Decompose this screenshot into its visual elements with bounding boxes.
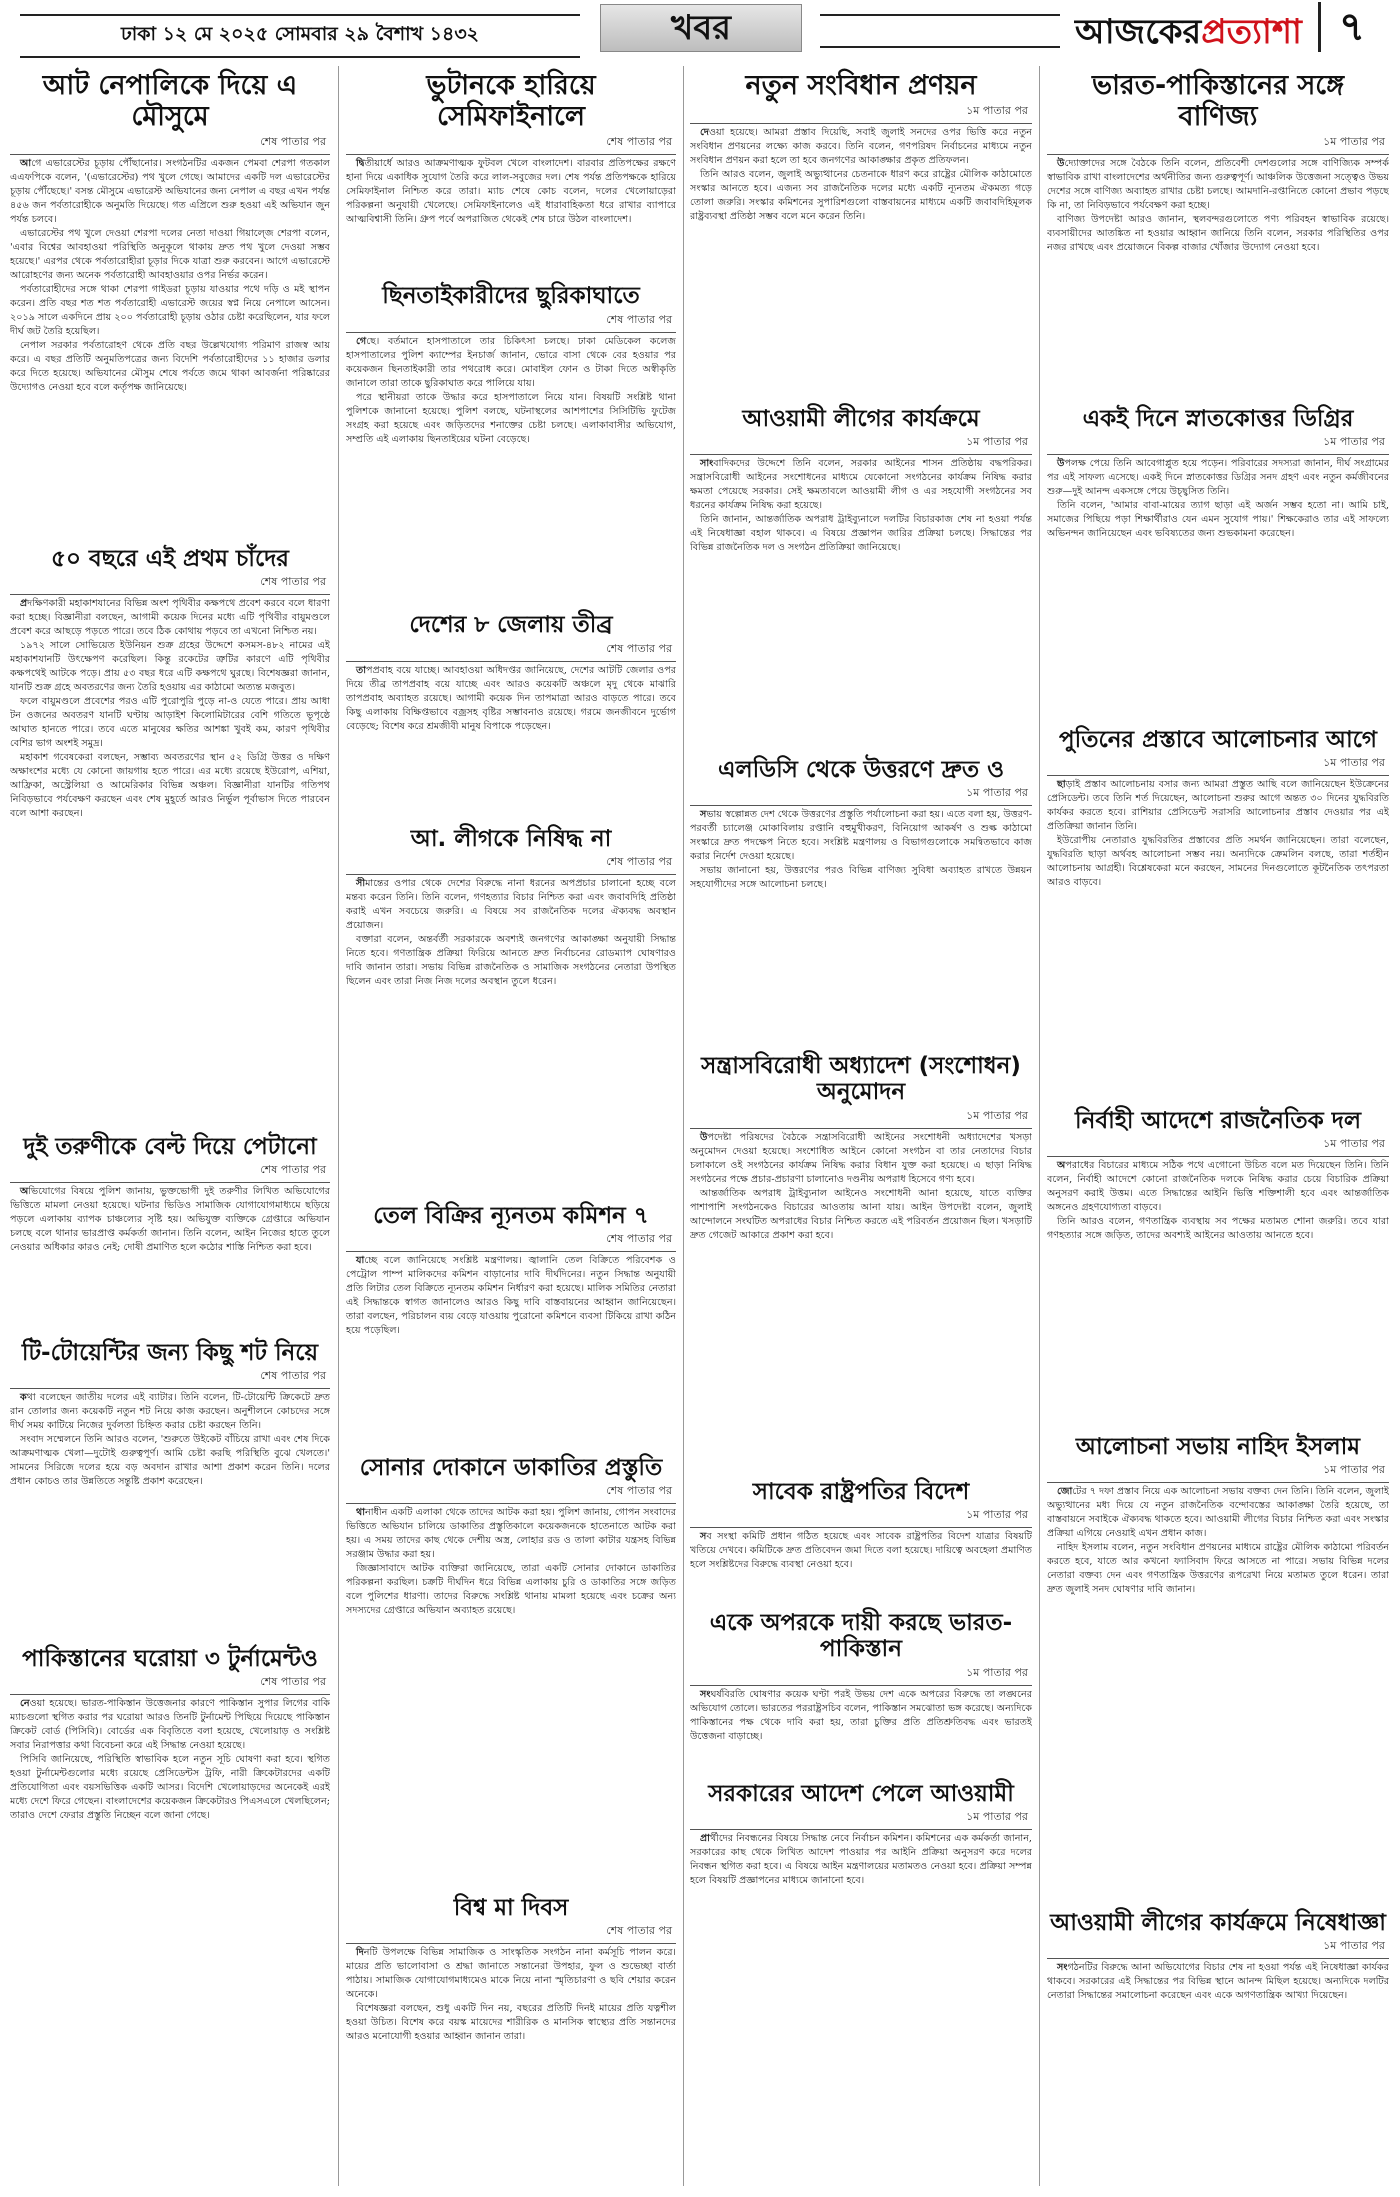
newspaper-logo bbox=[1075, 6, 1302, 63]
news-story bbox=[1047, 66, 1389, 396]
story-headline: ভুটানকে হারিয়ে সেমিফাইনালে bbox=[426, 70, 596, 133]
story-body bbox=[10, 1185, 330, 1330]
continuation-reference: শেষ পাতার পর bbox=[10, 132, 330, 155]
story-body bbox=[1047, 157, 1389, 396]
news-story bbox=[690, 1606, 1032, 1771]
story-paragraph: অপরাধের বিচারের মাধ্যমে সঠিক পথে এগোনো উচিত বলে মত দিয়েছেন তিনি। তিনি বলেন, নির্বাহী আদেশে কোনো রাজনৈতিক দলকে নিষিদ্ধ করার চেয়ে বিচারিক প্রক্রিয়া অনুসরণ করাই উত্তম। এতে সিদ্ধান্তের আইনি ভিত্তি শক্তিশালী হবে এবং আন্তর্জাতিক অঙ্গনেও গ্রহণযোগ্যতা বাড়বে। bbox=[1047, 1160, 1389, 1214]
story-paragraph: দিনটি উপলক্ষে বিভিন্ন সামাজিক ও সাংস্কৃতিক সংগঠন নানা কর্মসূচি পালন করে। মায়ের প্রতি ভালোবাসা ও শ্রদ্ধা জানাতে সন্তানেরা উপহার, ফুল ও শুভেচ্ছা বার্তা পাঠায়। সামাজিক যোগাযোগমাধ্যমেও মাকে নিয়ে নানা স্মৃতিচারণা ও ছবি শেয়ার করেন অনেকে। bbox=[346, 1947, 676, 2001]
story-paragraph: অভিযোগের বিষয়ে পুলিশ জানায়, ভুক্তভোগী দুই তরুণীর লিখিত অভিযোগের ভিত্তিতে মামলা নেওয়া হয়েছে। ঘটনার ভিডিও সামাজিক যোগাযোগমাধ্যমে ছড়িয়ে পড়লে এলাকায় ব্যাপক চাঞ্চল্যের সৃষ্টি হয়। অভিযুক্ত ব্যক্তিকে গ্রেপ্তারে অভিযান চলছে বলে থানার ভারপ্রাপ্ত কর্মকর্তা জানান। তিনি বলেন, আইন নিজের হাতে তুলে নেওয়ার অধিকার কারও নেই; দোষী প্রমাণিত হলে কঠোর শাস্তি নিশ্চিত করা হবে। bbox=[10, 1186, 330, 1254]
story-body bbox=[346, 1506, 676, 1884]
story-paragraph: যাচ্ছে বলে জানিয়েছে সংশ্লিষ্ট মন্ত্রণালয়। জ্বালানি তেল বিক্রিতে পরিবেশক ও পেট্রোল পাম্প মালিকদের কমিশন বাড়ানোর দাবি দীর্ঘদিনের। নতুন সিদ্ধান্ত অনুযায়ী প্রতি লিটার তেল বিক্রিতে ন্যূনতম কমিশন নির্ধারণ করা হয়েছে। মালিক সমিতির নেতারা এই সিদ্ধান্তকে স্বাগত জানালেও আরও কিছু দাবি বাস্তবায়নের আহ্বান জানিয়েছেন। তারা বলছেন, পরিচালন ব্যয় বেড়ে যাওয়ায় পুরোনো কমিশনে ব্যবসা টিকিয়ে রাখা কঠিন হয়ে পড়েছিল। bbox=[346, 1255, 676, 1337]
news-story bbox=[1047, 1906, 1389, 2086]
continuation-reference: ১ম পাতার পর bbox=[690, 783, 1032, 806]
story-paragraph: পরে স্থানীয়রা তাকে উদ্ধার করে হাসপাতালে নিয়ে যান। বিষয়টি সংশ্লিষ্ট থানা পুলিশকে জানানো হয়েছে। পুলিশ বলছে, ঘটনাস্থলের আশপাশের সিসিটিভি ফুটেজ সংগ্রহ করা হয়েছে এবং জড়িতদের শনাক্তের চেষ্টা চলছে। এলাকাবাসীর অভিযোগ, সম্প্রতি এই এলাকায় ছিনতাইয়ের ঘটনা বেড়েছে। bbox=[346, 391, 676, 445]
continuation-reference: ১ম পাতার পর bbox=[690, 1663, 1032, 1686]
story-paragraph: কথা বলেছেন জাতীয় দলের এই ব্যাটার। তিনি বলেন, টি-টোয়েন্টি ক্রিকেটে দ্রুত রান তোলার জন্য কয়েকটি নতুন শট নিয়ে কাজ করছেন। অনুশীলনে কোচদের সঙ্গে দীর্ঘ সময় কাটিয়ে নিজের দুর্বলতা চিহ্নিত করার চেষ্টা করছেন তিনি। bbox=[10, 1392, 330, 1432]
story-headline: আওয়ামী লীগের কার্যক্রমে নিষেধাজ্ঞা bbox=[1050, 1910, 1386, 1936]
story-paragraph: গেছে। বর্তমানে হাসপাতালে তার চিকিৎসা চলছে। ঢাকা মেডিকেল কলেজ হাসপাতালের পুলিশ ক্যাম্পের ইনচার্জ জানান, ভোরে বাসা থেকে বের হওয়ার পর কয়েকজন ছিনতাইকারী তার পথরোধ করে। মোবাইল ফোন ও টাকা দিতে অস্বীকৃতি জানালে তারা তাকে ছুরিকাঘাত করে পালিয়ে যায়। bbox=[346, 335, 676, 389]
story-paragraph: ১৯৭২ সালে সোভিয়েত ইউনিয়ন শুক্র গ্রহের উদ্দেশে কসমস-৪৮২ নামের এই মহাকাশযানটি উৎক্ষেপণ করেছিল। কিন্তু রকেটের ত্রুটির কারণে এটি পৃথিবীর কক্ষপথেই আটকে পড়ে। প্রায় ৫৩ বছর ধরে এটি কক্ষপথে ঘুরছে। বিশেষজ্ঞরা জানান, যানটি শুক্র গ্রহে অবতরণের জন্য তৈরি হওয়ায় এর কাঠামো অত্যন্ত মজবুত। bbox=[10, 640, 330, 694]
story-body bbox=[1047, 778, 1389, 1098]
story-paragraph: প্রার্থীদের নিবন্ধনের বিষয়ে সিদ্ধান্ত নেবে নির্বাচন কমিশন। কমিশনের এক কর্মকর্তা জানান, সরকারের কাছ থেকে লিখিত আদেশ পাওয়ার পর আইনি প্রক্রিয়া অনুসরণ করে দলের নিবন্ধন স্থগিত করা হবে। এ বিষয়ে আইন মন্ত্রণালয়ের মতামতও নেওয়া হবে। প্রক্রিয়া সম্পন্ন হলে বিষয়টি প্রজ্ঞাপনের মাধ্যমে জানানো হবে। bbox=[690, 1833, 1032, 1887]
story-body bbox=[10, 597, 330, 1124]
story-body bbox=[1047, 1159, 1389, 1424]
story-paragraph: উপদেষ্টা পরিষদের বৈঠকে সন্ত্রাসবিরোধী আইনের সংশোধনী অধ্যাদেশের খসড়া অনুমোদন দেওয়া হয়েছে। সংশোধিত আইনে কোনো সংগঠন বা তার নেতাদের বিচার চলাকালে ওই সংগঠনের কার্যক্রম নিষিদ্ধ করার বিধান যুক্ত করা হয়েছে। এ ছাড়া নিষিদ্ধ সংগঠনের পক্ষে প্রচার-প্রচারণা চালানোও দণ্ডনীয় অপরাধ হিসেবে গণ্য হবে। bbox=[690, 1131, 1032, 1185]
story-body bbox=[690, 1530, 1032, 1600]
story-body bbox=[10, 157, 330, 536]
continuation-reference: ১ম পাতার পর bbox=[690, 432, 1032, 455]
story-headline: ছিনতাইকারীদের ছুরিকাঘাতে bbox=[382, 283, 640, 310]
news-story bbox=[10, 1130, 330, 1330]
story-body bbox=[1047, 1961, 1389, 2086]
story-headline: আট নেপালিকে দিয়ে এ মৌসুমে bbox=[42, 70, 298, 133]
continuation-reference: শেষ পাতার পর bbox=[346, 132, 676, 155]
continuation-reference: শেষ পাতার পর bbox=[346, 639, 676, 662]
continuation-reference: শেষ পাতার পর bbox=[10, 1366, 330, 1389]
story-paragraph: বিশেষজ্ঞরা বলছেন, শুধু একটি দিন নয়, বছরের প্রতিটি দিনই মায়ের প্রতি যত্নশীল হওয়া উচিত। বিশেষ করে বয়স্ক মায়েদের শারীরিক ও মানসিক স্বাস্থ্যের প্রতি সন্তানদের আরও মনোযোগী হওয়ার আহ্বান জানান তারা। bbox=[346, 2003, 676, 2043]
story-headline: সন্ত্রাসবিরোধী অধ্যাদেশ (সংশোধন) অনুমোদন bbox=[701, 1053, 1021, 1106]
story-headline: একই দিনে স্নাতকোত্তর ডিগ্রির bbox=[1082, 406, 1354, 432]
story-paragraph: জিজ্ঞাসাবাদে আটক ব্যক্তিরা জানিয়েছে, তারা একটি সোনার দোকানে ডাকাতির পরিকল্পনা করছিল। চক্রটি দীর্ঘদিন ধরে বিভিন্ন এলাকায় চুরি ও ডাকাতির সঙ্গে জড়িত বলে পুলিশের ধারণা। তাদের বিরুদ্ধে সংশ্লিষ্ট থানায় মামলা হয়েছে এবং চক্রের অন্য সদস্যদের গ্রেপ্তারে অভিযান অব্যাহত রয়েছে। bbox=[346, 1563, 676, 1617]
news-story bbox=[1047, 402, 1389, 717]
story-body bbox=[690, 1832, 1032, 1972]
page-number: ৭ bbox=[1318, 2, 1383, 52]
story-paragraph: তিনি বলেন, 'আমার বাবা-মায়ের ত্যাগ ছাড়া এই অর্জন সম্ভব হতো না। আমি চাই, সমাজের পিছিয়ে পড়া শিক্ষার্থীরাও যেন এমন সুযোগ পায়।' শিক্ষকেরাও তার এই সাফল্যে অভিনন্দন জানিয়েছেন এবং ভবিষ্যতের জন্য শুভকামনা করেছেন। bbox=[1047, 500, 1389, 540]
news-story bbox=[1047, 1104, 1389, 1424]
news-story bbox=[690, 66, 1032, 396]
news-story bbox=[346, 279, 676, 602]
story-body bbox=[690, 808, 1032, 1043]
column-2 bbox=[346, 66, 676, 2186]
story-body bbox=[346, 157, 676, 273]
story-paragraph: তিনি আরও বলেন, জুলাই অভ্যুত্থানের চেতনাকে ধারণ করে রাষ্ট্রের মৌলিক কাঠামোতে সংস্কার আনতে হবে। এজন্য সব রাজনৈতিক দলের মধ্যে একটি ন্যূনতম ঐকমত্য গড়ে তোলা জরুরি। সংস্কার কমিশনের সুপারিশগুলো বাস্তবায়নের মাধ্যমে একটি জবাবদিহিমূলক রাষ্ট্রব্যবস্থা প্রতিষ্ঠা সম্ভব বলে মনে করেন তিনি। bbox=[690, 169, 1032, 223]
story-paragraph: ইউরোপীয় নেতারাও যুদ্ধবিরতির প্রস্তাবের প্রতি সমর্থন জানিয়েছেন। তারা বলেছেন, যুদ্ধবিরতি ছাড়া অর্থবহ আলোচনা সম্ভব নয়। অন্যদিকে ক্রেমলিন বলছে, তারা শর্তহীন আলোচনায় আগ্রহী। বিশ্লেষকেরা মনে করছেন, সামনের দিনগুলোতে কূটনৈতিক তৎপরতা আরও বাড়বে। bbox=[1047, 835, 1389, 889]
story-body bbox=[346, 664, 676, 816]
story-paragraph: সীমান্তের ওপার থেকে দেশের বিরুদ্ধে নানা ধরনের অপপ্রচার চালানো হচ্ছে বলে মন্তব্য করেন তিনি। তিনি বলেন, গণহত্যার বিচার নিশ্চিত করা এবং জবাবদিহি প্রতিষ্ঠা করাই এখন সবচেয়ে জরুরি। এ বিষয়ে সব রাজনৈতিক দলের ঐক্যবদ্ধ অবস্থান প্রয়োজন। bbox=[346, 878, 676, 932]
story-paragraph: সভায় জানানো হয়, উত্তরণের পরও বিভিন্ন বাণিজ্য সুবিধা অব্যাহত রাখতে উন্নয়ন সহযোগীদের সঙ্গে আলোচনা চলছে। bbox=[690, 865, 1032, 891]
story-body bbox=[690, 126, 1032, 396]
news-story bbox=[346, 608, 676, 815]
column-3 bbox=[690, 66, 1390, 2186]
story-body bbox=[10, 1391, 330, 1636]
story-paragraph: সব সংস্থা কমিটি প্রধান গঠিত হয়েছে এবং সাবেক রাষ্ট্রপতির বিদেশ যাত্রার বিষয়টি খতিয়ে দেখবে। কমিটিকে দ্রুত প্রতিবেদন জমা দিতে বলা হয়েছে। দায়িত্বে অবহেলা প্রমাণিত হলে সংশ্লিষ্টদের বিরুদ্ধে ব্যবস্থা নেওয়া হবে। bbox=[690, 1531, 1032, 1571]
story-headline: এলডিসি থেকে উত্তরণে দ্রুত ও bbox=[717, 757, 1005, 783]
story-paragraph: থানাধীন একটি এলাকা থেকে তাদের আটক করা হয়। পুলিশ জানায়, গোপন সংবাদের ভিত্তিতে অভিযান চালিয়ে ডাকাতির প্রস্তুতিকালে কয়েকজনকে হাতেনাতে আটক করা হয়। এ সময় তাদের কাছ থেকে দেশীয় অস্ত্র, লোহার রড ও তালা কাটার যন্ত্রসহ বিভিন্ন সরঞ্জাম উদ্ধার করা হয়। bbox=[346, 1507, 676, 1561]
story-paragraph: এভারেস্টের পথ খুলে দেওয়া শেরপা দলের নেতা দাওয়া গিয়াল্জে শেরপা বলেন, 'এবার বিশ্বের আবহাওয়া পরিস্থিতি অনুকূলে থাকায় দ্রুত পথ খুলে দেওয়া সম্ভব হয়েছে।' এরপর থেকে পর্বতারোহীরা চূড়ার দিকে যাত্রা শুরু করবেন। আগে এভারেস্টে আরোহণের জন্য অনেক পর্বতারোহী আবহাওয়ার ওপর নির্ভর করেন। bbox=[10, 228, 330, 282]
continuation-reference: শেষ পাতার পর bbox=[10, 572, 330, 595]
story-paragraph: দ্বিতীয়ার্ধে আরও আক্রমণাত্মক ফুটবল খেলে বাংলাদেশ। বারবার প্রতিপক্ষের রক্ষণে হানা দিয়ে একাধিক সুযোগ তৈরি করে লাল-সবুজের দল। শেষ পর্যন্ত প্রতিপক্ষকে হারিয়ে সেমিফাইনাল নিশ্চিত করে তারা। ম্যাচ শেষে কোচ বলেন, দলের খেলোয়াড়েরা পরিকল্পনা অনুযায়ী খেলেছে। সেমিফাইনালেও এই ধারাবাহিকতা ধরে রাখার ব্যাপারে আত্মবিশ্বাসী তিনি। গ্রুপ পর্বে অপরাজিত থেকেই শেষ চারে উঠল বাংলাদেশ। bbox=[346, 158, 676, 226]
news-story bbox=[1047, 723, 1389, 1098]
continuation-reference: ১ম পাতার পর bbox=[1047, 132, 1389, 155]
story-body bbox=[10, 1697, 330, 2022]
continuation-reference: শেষ পাতার পর bbox=[346, 1229, 676, 1252]
story-paragraph: আগে এভারেস্টের চূড়ায় পৌঁছানোর। সংগঠনটির একজন পেমবা শেরপা গতকাল এএফপিকে বলেন, '(এভারেস্টের) পথ খুলে গেছে। আমাদের একটি দল এভারেস্টের চূড়ায় পৌঁছেছে।' বসন্ত মৌসুমে এভারেস্ট অভিযানের জন্য নেপাল এ বছর এখন পর্যন্ত ৪৫৬ জন পর্বতারোহীকে অনুমতি দিয়েছে। গত এপ্রিলে শুরু হওয়া এই অভিযান জুন পর্যন্ত চলবে। bbox=[10, 158, 330, 226]
continuation-reference: শেষ পাতার পর bbox=[346, 852, 676, 875]
news-story bbox=[690, 1475, 1032, 1600]
story-headline: সরকারের আদেশ পেলে আওয়ামী bbox=[708, 1781, 1014, 1807]
story-headline: দেশের ৮ জেলায় তীব্র bbox=[409, 612, 613, 639]
story-headline: আওয়ামী লীগের কার্যক্রমে bbox=[742, 406, 980, 432]
story-paragraph: আন্তর্জাতিক অপরাধ ট্রাইব্যুনাল আইনেও সংশোধনী আনা হয়েছে, যাতে ব্যক্তির পাশাপাশি সংগঠনকেও বিচারের আওতায় আনা যায়। আইন উপদেষ্টা বলেন, জুলাই আন্দোলনে সংঘটিত অপরাধের বিচার নিশ্চিত করতে এই পরিবর্তন প্রয়োজন ছিল। খসড়াটি দ্রুত গেজেট আকারে প্রকাশ করা হবে। bbox=[690, 1187, 1032, 1241]
continuation-reference: ১ম পাতার পর bbox=[1047, 1460, 1389, 1483]
news-story bbox=[10, 66, 330, 536]
story-paragraph: সাংবাদিকদের উদ্দেশে তিনি বলেন, সরকার আইনের শাসন প্রতিষ্ঠায় বদ্ধপরিকর। সন্ত্রাসবিরোধী আইনের সংশোধনের মাধ্যমে যেকোনো সংগঠনের কার্যক্রম নিষিদ্ধ করার ক্ষমতা পেয়েছে সরকার। সেই ক্ষমতাবলে আওয়ামী লীগ ও এর সহযোগী সংগঠনের সব ধরনের কার্যক্রম নিষিদ্ধ করা হয়েছে। bbox=[690, 458, 1032, 512]
column-4 bbox=[1047, 66, 1389, 2186]
section-title: খবর bbox=[600, 4, 802, 52]
news-story bbox=[10, 1336, 330, 1636]
continuation-reference: ১ম পাতার পর bbox=[1047, 1134, 1389, 1157]
news-story bbox=[690, 1049, 1032, 1469]
logo-text-main: আজকের bbox=[1075, 12, 1202, 52]
story-paragraph: বাণিজ্য উপদেষ্টা আরও জানান, স্থলবন্দরগুলোতে পণ্য পরিবহন স্বাভাবিক রয়েছে। ব্যবসায়ীদের আতঙ্কিত না হওয়ার আহ্বান জানিয়ে তিনি বলেন, সরকার পরিস্থিতির ওপর নজর রাখছে এবং প্রয়োজনে বিকল্প বাজার খোঁজার উদ্যোগ নেওয়া হবে। bbox=[1047, 214, 1389, 254]
continuation-reference: ১ম পাতার পর bbox=[1047, 1936, 1389, 1959]
story-paragraph: নেওয়া হয়েছে। ভারত-পাকিস্তান উত্তেজনার কারণে পাকিস্তান সুপার লিগের বাকি ম্যাচগুলো স্থগিত করার পর ঘরোয়া আরও তিনটি টুর্নামেন্ট পিছিয়ে দিয়েছে পাকিস্তান ক্রিকেট বোর্ড (পিসিবি)। বোর্ডের এক বিবৃতিতে বলা হয়েছে, খেলোয়াড় ও সংশ্লিষ্ট সবার নিরাপত্তার কথা বিবেচনা করে এই সিদ্ধান্ত নেওয়া হয়েছে। bbox=[10, 1698, 330, 1752]
story-body bbox=[346, 1946, 676, 2180]
continuation-reference: ১ম পাতার পর bbox=[690, 1106, 1032, 1129]
story-headline: দুই তরুণীকে বেল্ট দিয়ে পেটানো bbox=[23, 1134, 317, 1160]
continuation-reference: শেষ পাতার পর bbox=[346, 1481, 676, 1504]
continuation-reference: শেষ পাতার পর bbox=[346, 310, 676, 333]
news-story bbox=[346, 1199, 676, 1445]
story-paragraph: ছাড়াই প্রস্তাব আলোচনায় বসার জন্য আমরা প্রস্তুত আছি বলে জানিয়েছেন ইউক্রেনের প্রেসিডেন্ট। তবে তিনি শর্ত দিয়েছেন, আলোচনা শুরুর আগে অন্তত ৩০ দিনের যুদ্ধবিরতি কার্যকর করতে হবে। রাশিয়ার প্রেসিডেন্ট সরাসরি আলোচনার প্রস্তাব দেওয়ার পর এই প্রতিক্রিয়া জানান তিনি। bbox=[1047, 779, 1389, 833]
column-1 bbox=[10, 66, 330, 2186]
news-story bbox=[10, 1642, 330, 2022]
story-headline: তেল বিক্রির ন্যূনতম কমিশন ৭ bbox=[373, 1202, 649, 1229]
news-story bbox=[10, 542, 330, 1124]
story-paragraph: নাহিদ ইসলাম বলেন, নতুন সংবিধান প্রণয়নের মাধ্যমে রাষ্ট্রের মৌলিক কাঠামো পরিবর্তন করতে হবে, যাতে আর কখনো ফ্যাসিবাদ ফিরে আসতে না পারে। সভায় বিভিন্ন দলের নেতারা বক্তব্য দেন এবং গণতান্ত্রিক উত্তরণের রূপরেখা নিয়ে মতামত তুলে ধরেন। তারা দ্রুত জুলাই সনদ ঘোষণার দাবি জানান। bbox=[1047, 1542, 1389, 1596]
story-body bbox=[690, 1131, 1032, 1469]
column-3a bbox=[690, 66, 1032, 2186]
news-story bbox=[690, 1777, 1032, 1972]
column-divider bbox=[1039, 66, 1040, 2186]
column-divider bbox=[683, 66, 684, 2186]
story-body bbox=[690, 457, 1032, 747]
story-headline: ভারত-পাকিস্তানের সঙ্গে বাণিজ্য bbox=[1091, 70, 1345, 133]
story-headline: বিশ্ব মা দিবস bbox=[453, 1894, 569, 1921]
column-divider bbox=[338, 66, 339, 2186]
story-headline: ৫০ বছরে এই প্রথম চাঁদের bbox=[51, 546, 289, 572]
story-headline: সাবেক রাষ্ট্রপতির বিদেশ bbox=[752, 1479, 970, 1505]
story-paragraph: তিনি আরও বলেন, গণতান্ত্রিক ব্যবস্থায় সব পক্ষের মতামত শোনা জরুরি। তবে যারা গণহত্যার সঙ্গে জড়িত, তাদের অবশ্যই আইনের আওতায় আনতে হবে। bbox=[1047, 1216, 1389, 1242]
continuation-reference: ১ম পাতার পর bbox=[690, 101, 1032, 124]
story-paragraph: মহাকাশ গবেষকেরা বলছেন, সম্ভাব্য অবতরণের স্থান ৫২ ডিগ্রি উত্তর ও দক্ষিণ অক্ষাংশের মধ্যে যে কোনো জায়গায় হতে পারে। এর মধ্যে রয়েছে ইউরোপ, এশিয়া, আফ্রিকা, অস্ট্রেলিয়া ও আমেরিকার বিভিন্ন অঞ্চল। বিজ্ঞানীরা যানটির গতিপথ নিবিড়ভাবে পর্যবেক্ষণ করছেন এবং শেষ মুহূর্তে আরও নির্ভুল পূর্বাভাস দিতে পারবেন বলে আশা করছেন। bbox=[10, 752, 330, 820]
story-paragraph: সংবাদ সম্মেলনে তিনি আরও বলেন, 'শুরুতে উইকেট বাঁচিয়ে রাখা এবং শেষ দিকে আক্রমণাত্মক খেলা—দুটোই গুরুত্বপূর্ণ। আমি চেষ্টা করছি পরিস্থিতি বুঝে খেলতে।' সামনের সিরিজে দলের হয়ে বড় অবদান রাখার আশা প্রকাশ করেন তিনি। দলের প্রধান কোচও তার উন্নতিতে সন্তুষ্টি প্রকাশ করেছেন। bbox=[10, 1434, 330, 1488]
news-story bbox=[346, 1891, 676, 2180]
logo-text-accent: প্রত্যাশা bbox=[1201, 12, 1302, 52]
masthead-rule bbox=[820, 14, 1060, 48]
continuation-reference: ১ম পাতার পর bbox=[1047, 753, 1389, 776]
story-paragraph: বক্তারা বলেন, অন্তর্বর্তী সরকারকে অবশ্যই জনগণের আকাঙ্ক্ষা অনুযায়ী সিদ্ধান্ত নিতে হবে। গণতান্ত্রিক প্রক্রিয়া ফিরিয়ে আনতে দ্রুত নির্বাচনের রোডম্যাপ ঘোষণারও দাবি জানান তারা। সভায় বিভিন্ন রাজনৈতিক ও সামাজিক সংগঠনের নেতারা উপস্থিত ছিলেন এবং তারা নিজ নিজ দলের অবস্থান তুলে ধরেন। bbox=[346, 934, 676, 988]
masthead bbox=[0, 0, 1400, 56]
news-story bbox=[690, 753, 1032, 1043]
story-headline: পুতিনের প্রস্তাবে আলোচনার আগে bbox=[1059, 727, 1377, 753]
story-headline: সোনার দোকানে ডাকাতির প্রস্তুতি bbox=[359, 1454, 663, 1481]
story-body bbox=[1047, 1485, 1389, 1900]
story-paragraph: জোটের ৭ দফা প্রস্তাব নিয়ে এক আলোচনা সভায় বক্তব্য দেন তিনি। তিনি বলেন, জুলাই অভ্যুত্থানের মধ্য দিয়ে যে নতুন রাজনৈতিক বন্দোবস্তের আকাঙ্ক্ষা তৈরি হয়েছে, তা বাস্তবায়নে সবাইকে ঐক্যবদ্ধ থাকতে হবে। আওয়ামী লীগের বিচার নিশ্চিত করা এবং সংস্কার প্রক্রিয়া এগিয়ে নেওয়াই এখন প্রধান কাজ। bbox=[1047, 1486, 1389, 1540]
continuation-reference: শেষ পাতার পর bbox=[10, 1160, 330, 1183]
story-body bbox=[346, 335, 676, 603]
story-body bbox=[690, 1688, 1032, 1771]
story-body bbox=[1047, 457, 1389, 717]
story-paragraph: পিসিবি জানিয়েছে, পরিস্থিতি স্বাভাবিক হলে নতুন সূচি ঘোষণা করা হবে। স্থগিত হওয়া টুর্নামেন্টগুলোর মধ্যে রয়েছে প্রেসিডেন্টস ট্রফি, নারী ক্রিকেটারদের একটি প্রতিযোগিতা এবং বয়সভিত্তিক একটি আসর। বিদেশি খেলোয়াড়দের অনেকেই এরই মধ্যে দেশে ফিরে গেছেন। বাংলাদেশের কয়েকজন ক্রিকেটারও পিএসএলে খেলছিলেন; তারাও দেশে ফেরার প্রস্তুতি নিচ্ছেন বলে জানা গেছে। bbox=[10, 1754, 330, 1822]
story-headline: টি-টোয়েন্টির জন্য কিছু শট নিয়ে bbox=[21, 1340, 319, 1366]
news-story bbox=[690, 402, 1032, 747]
story-paragraph: পর্বতারোহীদের সঙ্গে থাকা শেরপা গাইডরা চূড়ায় যাওয়ার পথে দড়ি ও মই স্থাপন করেন। প্রতি বছর শত শত পর্বতারোহী এভারেস্ট জয়ের স্বপ্ন নিয়ে নেপালে আসেন। ২০১৯ সালে একদিনে প্রায় ২০০ পর্বতারোহী চূড়ায় ওঠার চেষ্টা করেছিলেন, যার ফলে দীর্ঘ জট তৈরি হয়েছিল। bbox=[10, 284, 330, 338]
issue-date: ঢাকা ১২ মে ২০২৫ সোমবার ২৯ বৈশাখ ১৪৩২ bbox=[20, 14, 580, 58]
story-headline: আলোচনা সভায় নাহিদ ইসলাম bbox=[1075, 1434, 1361, 1460]
story-body bbox=[346, 877, 676, 1193]
story-paragraph: সংগঠনটির বিরুদ্ধে আনা অভিযোগের বিচার শেষ না হওয়া পর্যন্ত এই নিষেধাজ্ঞা কার্যকর থাকবে। সরকারের এই সিদ্ধান্তের পর বিভিন্ন স্থানে আনন্দ মিছিল হয়েছে। অন্যদিকে দলটির নেতারা সিদ্ধান্তের সমালোচনা করেছেন এবং একে অগণতান্ত্রিক আখ্যা দিয়েছেন। bbox=[1047, 1962, 1389, 2002]
news-story bbox=[346, 822, 676, 1193]
story-paragraph: প্রদক্ষিণকারী মহাকাশযানের বিভিন্ন অংশ পৃথিবীর কক্ষপথে প্রবেশ করবে বলে ধারণা করা হচ্ছে। বিজ্ঞানীরা বলছেন, আগামী কয়েক দিনের মধ্যে এটি পৃথিবীর বায়ুমণ্ডলে প্রবেশ করে আছড়ে পড়তে পারে। তবে ঠিক কোথায় পড়বে তা এখনো নিশ্চিত নয়। bbox=[10, 598, 330, 638]
story-headline: আ. লীগকে নিষিদ্ধ না bbox=[410, 825, 612, 852]
story-headline: নতুন সংবিধান প্রণয়ন bbox=[745, 70, 977, 101]
story-paragraph: সভায় স্বল্পোন্নত দেশ থেকে উত্তরণের প্রস্তুতি পর্যালোচনা করা হয়। এতে বলা হয়, উত্তরণ-পরবর্তী চ্যালেঞ্জ মোকাবিলায় রপ্তানি বহুমুখীকরণ, বিনিয়োগ আকর্ষণ ও শুল্ক কাঠামো সংস্কারে দ্রুত পদক্ষেপ নিতে হবে। সংশ্লিষ্ট মন্ত্রণালয় ও বিভাগগুলোকে সমন্বিতভাবে কাজ করার নির্দেশ দেওয়া হয়েছে। bbox=[690, 809, 1032, 863]
story-paragraph: দেওয়া হয়েছে। আমরা প্রস্তাব দিয়েছি, সবাই জুলাই সনদের ওপর ভিত্তি করে নতুন সংবিধান প্রণয়নের লক্ষ্যে কাজ করবে। তিনি বলেন, গণপরিষদ নির্বাচনের মাধ্যমে নতুন সংবিধান প্রণয়ন করা হলে তা হবে জনগণের আকাঙ্ক্ষার প্রকৃত প্রতিফলন। bbox=[690, 127, 1032, 167]
news-story bbox=[1047, 1430, 1389, 1900]
story-headline: পাকিস্তানের ঘরোয়া ৩ টুর্নামেন্টও bbox=[22, 1646, 318, 1672]
story-paragraph: তাপপ্রবাহ বয়ে যাচ্ছে। আবহাওয়া অধিদপ্তর জানিয়েছে, দেশের আটটি জেলার ওপর দিয়ে তীব্র তাপপ্রবাহ বয়ে যাচ্ছে এবং আরও কয়েকটি অঞ্চলে মৃদু থেকে মাঝারি তাপপ্রবাহ অব্যাহত রয়েছে। আগামী কয়েক দিন তাপমাত্রা আরও বাড়তে পারে। তবে কিছু এলাকায় বিক্ষিপ্তভাবে বজ্রসহ বৃষ্টির সম্ভাবনাও রয়েছে। গরমে জনজীবনে দুর্ভোগ বেড়েছে; বিশেষ করে শ্রমজীবী মানুষ বিপাকে পড়েছেন। bbox=[346, 664, 676, 732]
continuation-reference: শেষ পাতার পর bbox=[10, 1672, 330, 1695]
continuation-reference: ১ম পাতার পর bbox=[1047, 432, 1389, 455]
story-paragraph: সংঘর্ষবিরতি ঘোষণার কয়েক ঘণ্টা পরই উভয় দেশ একে অপরের বিরুদ্ধে তা লঙ্ঘনের অভিযোগ তোলে। ভারতের পররাষ্ট্রসচিব বলেন, পাকিস্তান সমঝোতা ভঙ্গ করেছে। অন্যদিকে পাকিস্তানের পক্ষ থেকে দাবি করা হয়, তারা চুক্তির প্রতি প্রতিশ্রুতিবদ্ধ এবং ভারতই উত্তেজনা বাড়াচ্ছে। bbox=[690, 1688, 1032, 1742]
news-story bbox=[346, 1451, 676, 1885]
continuation-reference: শেষ পাতার পর bbox=[346, 1921, 676, 1944]
story-headline: একে অপরকে দায়ী করছে ভারত-পাকিস্তান bbox=[709, 1610, 1013, 1663]
story-paragraph: উদ্যোক্তাদের সঙ্গে বৈঠকে তিনি বলেন, প্রতিবেশী দেশগুলোর সঙ্গে বাণিজ্যিক সম্পর্ক স্বাভাবিক রাখা বাংলাদেশের অর্থনীতির জন্য গুরুত্বপূর্ণ। আঞ্চলিক উত্তেজনা সত্ত্বেও উভয় দেশের সঙ্গে বাণিজ্য অব্যাহত রাখার চেষ্টা চলছে। আমদানি-রপ্তানিতে কোনো প্রভাব পড়ছে কি না, তা নিবিড়ভাবে পর্যবেক্ষণ করা হচ্ছে। bbox=[1047, 158, 1389, 212]
continuation-reference: ১ম পাতার পর bbox=[690, 1505, 1032, 1528]
story-paragraph: তিনি জানান, আন্তর্জাতিক অপরাধ ট্রাইব্যুনালে দলটির বিচারকাজ শেষ না হওয়া পর্যন্ত এই নিষেধাজ্ঞা বহাল থাকবে। এ বিষয়ে প্রজ্ঞাপন জারির প্রক্রিয়া চলছে। সিদ্ধান্তের পর বিভিন্ন রাজনৈতিক দল ও সংগঠন প্রতিক্রিয়া জানিয়েছে। bbox=[690, 514, 1032, 554]
story-headline: নির্বাহী আদেশে রাজনৈতিক দল bbox=[1075, 1108, 1361, 1134]
continuation-reference: ১ম পাতার পর bbox=[690, 1807, 1032, 1830]
story-paragraph: নেপাল সরকার পর্বতারোহণ থেকে প্রতি বছর উল্লেখযোগ্য পরিমাণ রাজস্ব আয় করে। এ বছর প্রতিটি অনুমতিপত্রের জন্য বিদেশি পর্বতারোহীদের ১১ হাজার ডলার করে দিতে হয়েছে। অভিযানের মৌসুম শেষে পর্বতে জমে থাকা আবর্জনা পরিষ্কারের উদ্যোগও নেওয়া হবে বলে কর্তৃপক্ষ জানিয়েছে। bbox=[10, 340, 330, 394]
story-paragraph: উপলক্ষ পেয়ে তিনি আবেগাপ্লুত হয়ে পড়েন। পরিবারের সদস্যরা জানান, দীর্ঘ সংগ্রামের পর এই সাফল্য এসেছে। একই দিনে স্নাতকোত্তর ডিগ্রির সনদ গ্রহণ এবং নতুন কর্মজীবনের শুরু—দুই আনন্দ একসঙ্গে পেয়ে উচ্ছ্বসিত তিনি। bbox=[1047, 458, 1389, 498]
story-paragraph: ফলে বায়ুমণ্ডলে প্রবেশের পরও এটি পুরোপুরি পুড়ে না-ও যেতে পারে। প্রায় আধা টন ওজনের অবতরণ যানটি ঘণ্টায় আড়াইশ কিলোমিটারের বেশি গতিতে ভূপৃষ্ঠে আঘাত হানতে পারে। তবে এতে মানুষের ক্ষতির আশঙ্কা খুবই কম, কারণ পৃথিবীর বেশির ভাগ অংশই সমুদ্র। bbox=[10, 696, 330, 750]
news-story bbox=[346, 66, 676, 273]
story-body bbox=[346, 1254, 676, 1444]
